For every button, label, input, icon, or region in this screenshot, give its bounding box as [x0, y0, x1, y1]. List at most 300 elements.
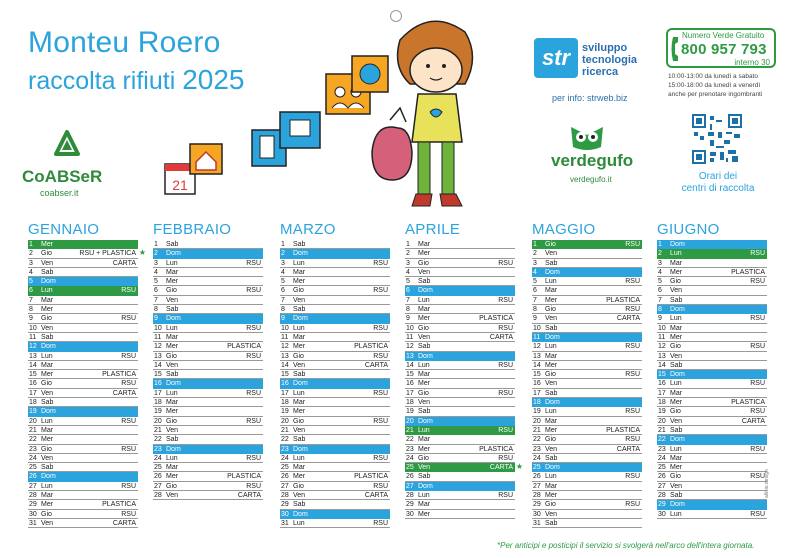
- collection-type: RSU: [121, 380, 136, 388]
- day-row: [532, 472, 642, 481]
- day-number: 29: [406, 501, 414, 509]
- day-row: [405, 454, 515, 463]
- month-column: [28, 220, 146, 528]
- weekday: Ven: [418, 464, 431, 472]
- day-number: 22: [154, 436, 162, 444]
- collection-type: RSU: [246, 324, 261, 332]
- day-row: [28, 333, 138, 342]
- day-row: [657, 277, 767, 286]
- day-row: [153, 435, 263, 444]
- day-number: 21: [658, 426, 666, 434]
- weekday: Ven: [166, 361, 179, 369]
- weekday: Mer: [545, 426, 558, 434]
- weekday: Lun: [418, 361, 430, 369]
- day-row: [153, 240, 263, 249]
- weekday: Mer: [670, 399, 683, 407]
- day-number: 17: [533, 389, 541, 397]
- day-number: 8: [533, 306, 537, 314]
- weekday: Dom: [293, 315, 308, 323]
- day-row: [657, 472, 767, 481]
- day-row: [280, 389, 390, 398]
- day-number: 11: [154, 333, 162, 341]
- day-number: 26: [533, 473, 541, 481]
- collection-type: RSU: [625, 436, 640, 444]
- weekday: Gio: [41, 445, 52, 453]
- day-row: [280, 259, 390, 268]
- day-row: [28, 500, 138, 509]
- day-number: 7: [281, 296, 285, 304]
- weekday: Dom: [545, 399, 560, 407]
- collection-type: RSU: [498, 296, 513, 304]
- day-number: 7: [658, 296, 662, 304]
- day-row: [280, 324, 390, 333]
- numero-verde-number[interactable]: 800 957 793: [681, 41, 767, 58]
- day-row: [280, 379, 390, 388]
- day-number: 29: [533, 501, 541, 509]
- day-number: 27: [154, 482, 162, 490]
- day-number: 27: [281, 482, 289, 490]
- weekday: Lun: [545, 473, 557, 481]
- day-number: 8: [29, 306, 33, 314]
- day-number: 31: [533, 519, 541, 527]
- weekday: Dom: [166, 250, 181, 258]
- day-number: 19: [29, 408, 37, 416]
- weekday: Gio: [418, 454, 429, 462]
- collection-type: RSU: [498, 426, 513, 434]
- month-name: FEBBRAIO: [153, 221, 232, 238]
- weekday: Sab: [41, 399, 54, 407]
- day-number: 14: [406, 361, 414, 369]
- day-row: [657, 352, 767, 361]
- day-row: [28, 268, 138, 277]
- day-number: 24: [658, 454, 666, 462]
- weekday: Gio: [670, 278, 681, 286]
- collection-type: RSU: [625, 473, 640, 481]
- calendar-day-number: 21: [172, 177, 188, 193]
- day-row: [405, 435, 515, 444]
- weekday: Sab: [418, 473, 431, 481]
- day-number: 18: [406, 399, 414, 407]
- weekday: Mar: [418, 306, 431, 314]
- collection-type: RSU: [246, 259, 261, 267]
- day-row: [657, 407, 767, 416]
- weekday: Sab: [545, 389, 558, 397]
- day-number: 23: [533, 445, 541, 453]
- collection-type: CARTA: [741, 417, 765, 425]
- weekday: Dom: [293, 380, 308, 388]
- weekday: Gio: [41, 380, 52, 388]
- day-number: 16: [533, 380, 541, 388]
- day-number: 5: [533, 278, 537, 286]
- phone-handset-icon: [670, 36, 680, 62]
- weekday: Gio: [293, 352, 304, 360]
- numero-verde-box: [666, 28, 776, 68]
- weekday: Lun: [293, 519, 305, 527]
- day-number: 9: [533, 315, 537, 323]
- weekday: Gio: [418, 324, 429, 332]
- collection-type: CARTA: [112, 519, 136, 527]
- day-list: [153, 240, 263, 500]
- day-row: [657, 249, 767, 258]
- day-number: 11: [281, 333, 289, 341]
- day-number: 23: [29, 445, 37, 453]
- weekday: Mer: [418, 250, 431, 258]
- weekday: Mer: [166, 278, 179, 286]
- day-number: 23: [658, 445, 666, 453]
- weekday: Mar: [41, 296, 54, 304]
- weekday: Dom: [670, 371, 685, 379]
- weekday: Mer: [293, 278, 306, 286]
- day-number: 20: [658, 417, 666, 425]
- day-number: 28: [533, 492, 541, 500]
- day-number: 1: [281, 241, 285, 248]
- collection-type: PLASTICA: [731, 268, 765, 276]
- collection-type: PLASTICA: [227, 473, 261, 481]
- weekday: Gio: [418, 259, 429, 267]
- weekday: Ven: [166, 426, 179, 434]
- day-number: 4: [29, 268, 33, 276]
- day-row: [532, 482, 642, 491]
- day-number: 23: [406, 445, 414, 453]
- day-row: [28, 510, 138, 519]
- weekday: Mar: [166, 268, 179, 276]
- orari-line-2: centri di raccolta: [681, 183, 755, 194]
- day-number: 21: [281, 426, 289, 434]
- weekday: Dom: [545, 333, 560, 341]
- day-row: [405, 389, 515, 398]
- day-number: 13: [29, 352, 37, 360]
- day-number: 1: [533, 241, 537, 248]
- collection-type: CARTA: [489, 464, 513, 472]
- day-row: [405, 417, 515, 426]
- day-number: 10: [281, 324, 289, 332]
- collection-type: RSU: [750, 343, 765, 351]
- weekday: Mar: [418, 501, 431, 509]
- weekday: Mar: [293, 268, 306, 276]
- day-number: 3: [406, 259, 410, 267]
- day-number: 30: [658, 510, 666, 518]
- weekday: Mar: [418, 241, 431, 248]
- day-row: [28, 352, 138, 361]
- day-number: 27: [658, 482, 666, 490]
- weekday: Gio: [670, 343, 681, 351]
- weekday: Sab: [41, 268, 54, 276]
- day-number: 8: [658, 306, 662, 314]
- str-info-link[interactable]: per info: strweb.biz: [552, 93, 628, 103]
- day-row: [657, 482, 767, 491]
- day-row: [657, 379, 767, 388]
- day-number: 10: [406, 324, 414, 332]
- day-number: 22: [406, 436, 414, 444]
- day-row: [153, 361, 263, 370]
- collection-type: CARTA: [364, 492, 388, 500]
- day-row: [280, 491, 390, 500]
- day-row: [532, 417, 642, 426]
- weekday: Mer: [166, 343, 179, 351]
- weekday: Lun: [41, 352, 53, 360]
- qr-code[interactable]: [692, 114, 742, 164]
- day-number: 12: [154, 343, 162, 351]
- day-number: 13: [658, 352, 666, 360]
- day-row: [657, 435, 767, 444]
- weekday: Dom: [293, 250, 308, 258]
- day-number: 17: [658, 389, 666, 397]
- collection-type: PLASTICA: [479, 315, 513, 323]
- weekday: Mar: [545, 287, 558, 295]
- month-column: [532, 220, 642, 528]
- day-row: [153, 305, 263, 314]
- day-number: 5: [281, 278, 285, 286]
- day-number: 3: [533, 259, 537, 267]
- day-number: 25: [281, 464, 289, 472]
- day-number: 9: [658, 315, 662, 323]
- footnote: *Per anticipi e posticipi il servizio si svolgerà nell'arco dell'intera giornata.: [497, 541, 755, 550]
- weekday: Gio: [545, 241, 556, 248]
- weekday: Sab: [418, 408, 431, 416]
- day-number: 11: [533, 333, 541, 341]
- day-row: [532, 286, 642, 295]
- day-row: [153, 454, 263, 463]
- day-number: 3: [154, 259, 158, 267]
- day-row: [28, 407, 138, 416]
- subtitle-text: raccolta rifiuti: [28, 67, 176, 95]
- day-row: [532, 249, 642, 258]
- weekday: Gio: [41, 250, 52, 258]
- weekday: Mer: [418, 510, 431, 518]
- day-row: [153, 370, 263, 379]
- weekday: Sab: [418, 278, 431, 286]
- day-row: [28, 472, 138, 481]
- day-row: [28, 259, 138, 268]
- collection-type: RSU: [121, 352, 136, 360]
- day-row: [405, 500, 515, 509]
- weekday: Dom: [670, 241, 685, 248]
- day-number: 20: [533, 417, 541, 425]
- weekday: Sab: [670, 296, 683, 304]
- day-row: [28, 435, 138, 444]
- day-number: 31: [29, 519, 37, 527]
- str-logo: str: [534, 38, 578, 78]
- day-number: 28: [658, 492, 666, 500]
- weekday: Mer: [293, 473, 306, 481]
- day-number: 15: [281, 371, 289, 379]
- day-number: 1: [29, 241, 33, 248]
- month-column: [280, 220, 390, 528]
- day-row: [28, 426, 138, 435]
- day-number: 21: [406, 426, 414, 434]
- day-row: [405, 286, 515, 295]
- weekday: Sab: [418, 343, 431, 351]
- weekday: Lun: [670, 510, 682, 518]
- weekday: Ven: [41, 324, 54, 332]
- day-row: [28, 324, 138, 333]
- weekday: Mer: [418, 315, 431, 323]
- day-row: [532, 435, 642, 444]
- day-number: 26: [658, 473, 666, 481]
- day-number: 11: [658, 333, 666, 341]
- page-title: Monteu Roero: [28, 26, 221, 59]
- weekday: Ven: [670, 287, 683, 295]
- day-number: 5: [406, 278, 410, 286]
- weekday: Lun: [418, 296, 430, 304]
- day-number: 22: [29, 436, 37, 444]
- day-number: 10: [533, 324, 541, 332]
- day-number: 17: [406, 389, 414, 397]
- weekday: Lun: [41, 482, 53, 490]
- day-row: [153, 324, 263, 333]
- day-row: [28, 519, 138, 528]
- collection-type: RSU: [498, 361, 513, 369]
- day-number: 25: [29, 464, 37, 472]
- day-row: [153, 398, 263, 407]
- weekday: Dom: [418, 352, 433, 360]
- day-number: 1: [658, 241, 662, 248]
- day-number: 27: [406, 482, 414, 490]
- collection-type: RSU: [121, 315, 136, 323]
- day-row: [657, 296, 767, 305]
- weekday: Mer: [41, 306, 54, 314]
- day-row: [280, 482, 390, 491]
- day-row: [532, 240, 642, 249]
- day-number: 17: [29, 389, 37, 397]
- weekday: Ven: [670, 352, 683, 360]
- weekday: Gio: [545, 436, 556, 444]
- day-row: [28, 342, 138, 351]
- collection-type: PLASTICA: [606, 426, 640, 434]
- collection-type: RSU: [750, 315, 765, 323]
- day-number: 4: [658, 268, 662, 276]
- day-row: [280, 500, 390, 509]
- day-row: [532, 379, 642, 388]
- day-row: [657, 491, 767, 500]
- day-number: 4: [154, 268, 158, 276]
- weekday: Sab: [41, 333, 54, 341]
- day-row: [657, 417, 767, 426]
- weekday: Dom: [670, 501, 685, 509]
- weekday: Sab: [166, 241, 179, 248]
- month-name: MAGGIO: [532, 221, 596, 238]
- day-number: 13: [281, 352, 289, 360]
- weekday: Sab: [670, 361, 683, 369]
- day-row: [280, 417, 390, 426]
- day-row: [28, 398, 138, 407]
- day-number: 30: [533, 510, 541, 518]
- weekday: Ven: [41, 259, 54, 267]
- weekday: Lun: [293, 324, 305, 332]
- day-row: [405, 379, 515, 388]
- orari-centri-link[interactable]: [678, 171, 758, 195]
- day-row: [153, 333, 263, 342]
- collection-type: PLASTICA: [479, 445, 513, 453]
- month-column: [657, 220, 767, 519]
- day-number: 24: [533, 454, 541, 462]
- day-number: 5: [154, 278, 158, 286]
- weekday: Gio: [293, 287, 304, 295]
- day-number: 1: [406, 241, 410, 248]
- day-number: 22: [658, 436, 666, 444]
- day-number: 1: [154, 241, 158, 248]
- weekday: Dom: [545, 268, 560, 276]
- day-row: [657, 463, 767, 472]
- weekday: Ven: [293, 426, 306, 434]
- day-row: [532, 519, 642, 528]
- weekday: Mer: [670, 333, 683, 341]
- weekday: Ven: [418, 399, 431, 407]
- day-row: [657, 398, 767, 407]
- day-row: [280, 240, 390, 249]
- day-row: [153, 482, 263, 491]
- day-number: 19: [406, 408, 414, 416]
- day-row: [532, 407, 642, 416]
- day-number: 30: [281, 510, 289, 518]
- weekday: Lun: [545, 408, 557, 416]
- computer-icon: [280, 112, 320, 148]
- weekday: Mer: [670, 464, 683, 472]
- str-line-1: sviluppo: [582, 42, 628, 54]
- weekday: Gio: [545, 501, 556, 509]
- weekday: Mar: [670, 259, 683, 267]
- weekday: Mer: [41, 241, 54, 248]
- info-icon: [352, 56, 388, 92]
- verdegufo-site[interactable]: verdegufo.it: [570, 175, 612, 184]
- day-number: 6: [533, 287, 537, 295]
- weekday: Gio: [670, 473, 681, 481]
- weekday: Lun: [545, 278, 557, 286]
- day-number: 12: [658, 343, 666, 351]
- day-row: [28, 286, 138, 295]
- star-icon: ★: [515, 462, 523, 472]
- day-number: 15: [658, 371, 666, 379]
- collection-type: CARTA: [112, 259, 136, 267]
- weekday: Lun: [293, 389, 305, 397]
- day-number: 7: [406, 296, 410, 304]
- day-number: 17: [281, 389, 289, 397]
- weekday: Mer: [545, 296, 558, 304]
- day-row: [532, 398, 642, 407]
- collection-type: PLASTICA: [102, 371, 136, 379]
- weekday: Ven: [545, 250, 558, 258]
- weekday: Mar: [293, 464, 306, 472]
- collection-type: RSU: [625, 501, 640, 509]
- collection-type: CARTA: [112, 389, 136, 397]
- day-number: 19: [281, 408, 289, 416]
- weekday: Gio: [166, 352, 177, 360]
- collection-type: PLASTICA: [606, 296, 640, 304]
- weekday: Mar: [670, 454, 683, 462]
- weekday: Ven: [418, 333, 431, 341]
- day-row: [657, 370, 767, 379]
- weekday: Lun: [293, 454, 305, 462]
- day-row: [280, 398, 390, 407]
- day-number: 29: [658, 501, 666, 509]
- day-row: [532, 268, 642, 277]
- weekday: Mer: [293, 343, 306, 351]
- day-row: [405, 333, 515, 342]
- day-row: [153, 445, 263, 454]
- collection-type: RSU: [498, 492, 513, 500]
- weekday: Lun: [670, 315, 682, 323]
- weekday: Dom: [545, 464, 560, 472]
- day-number: 2: [406, 250, 410, 258]
- day-row: [153, 352, 263, 361]
- day-list: [405, 240, 523, 519]
- weekday: Lun: [670, 250, 682, 258]
- collection-type: PLASTICA: [354, 343, 388, 351]
- weekday: Dom: [41, 278, 56, 286]
- day-number: 20: [281, 417, 289, 425]
- day-number: 23: [281, 445, 289, 453]
- day-list: [280, 240, 390, 528]
